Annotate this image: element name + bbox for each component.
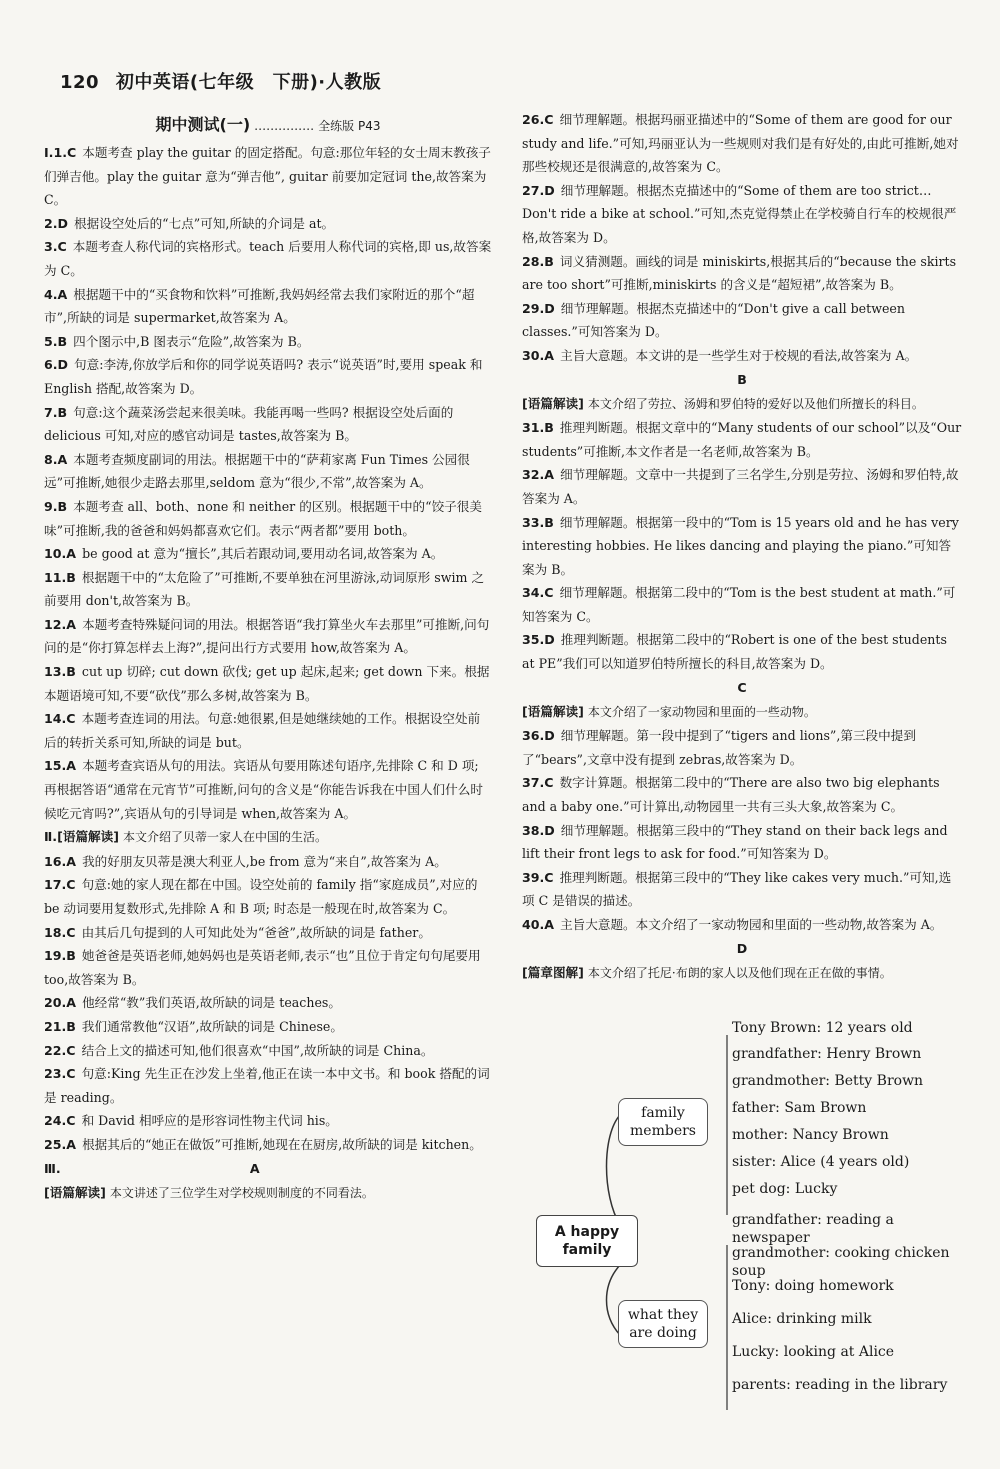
answer-item <box>522 628 962 675</box>
answer-number: 26.C <box>522 112 554 127</box>
answer-item <box>44 448 492 495</box>
section-d-tag: [篇章图解] <box>522 964 584 980</box>
answer-item <box>522 297 962 344</box>
mindmap-branch-doing: what they are doing <box>618 1300 708 1348</box>
answer-item <box>522 250 962 297</box>
answer-item <box>44 613 492 660</box>
answer-item <box>522 463 962 510</box>
mindmap-leaf: grandfather: reading a newspaper <box>732 1212 894 1246</box>
answer-number: 31.B <box>522 420 554 436</box>
answer-number: 34.C <box>522 585 554 601</box>
section-c-reading <box>522 700 962 725</box>
mindmap-root: A happy family <box>536 1215 638 1267</box>
answer-item <box>522 179 962 250</box>
family-mindmap <box>522 1015 962 1415</box>
answer-explanation: 本题考查特殊疑问词的用法。根据答语“我打算坐火车去那里”可推断,问句问的是“你打算怎样去上海?”,提问出行方式要用 how,故答案为 A。 <box>44 616 490 656</box>
answer-explanation: 主旨大意题。本文介绍了一家动物园和里面的一些动物,故答案为 A。 <box>560 917 943 932</box>
mindmap-leaf: parents: reading in the library <box>732 1377 948 1393</box>
answer-number: 21.B <box>44 1018 76 1034</box>
answer-list-3c <box>522 724 962 936</box>
answer-explanation: 本题考查 all、both、none 和 neither 的区别。根据题干中的“饺子很美味”可推断,我的爸爸和妈妈都喜欢它们。表示“两者都”要用 both。 <box>44 498 482 538</box>
answer-explanation: 四个图示中,B 图表示“危险”,故答案为 B。 <box>73 333 310 349</box>
mindmap-leaf: father: Sam Brown <box>732 1100 867 1116</box>
answer-number: 40.A <box>522 917 555 932</box>
section-3-sub: A <box>249 1160 260 1176</box>
answer-item <box>522 511 962 582</box>
answer-explanation: 细节理解题。根据第三段中的“They stand on their back legs and lift their front legs to ask for food.”可知答案为 D。 <box>522 822 948 862</box>
section-b-sub: B <box>737 371 747 387</box>
answer-explanation: 结合上文的描述可知,他们很喜欢“中国”,故所缺的词是 China。 <box>81 1042 434 1058</box>
page-header <box>60 68 381 94</box>
answer-item <box>44 283 492 330</box>
answer-explanation: 根据题干中的“买食物和饮料”可推断,我妈妈经常去我们家附近的那个“超市”,所缺的词是 supermarket,故答案为 A。 <box>44 286 475 326</box>
answer-number: 7.B <box>44 404 68 420</box>
section-3-tag: [语篇解读] <box>44 1184 106 1200</box>
section-c-tag: [语篇解读] <box>522 703 584 719</box>
mindmap-leaf: Tony: doing homework <box>732 1278 894 1294</box>
section-3-label: Ⅲ. <box>44 1160 61 1176</box>
exam-title <box>44 112 492 139</box>
answer-item <box>44 873 492 920</box>
mindmap-top-leaf: Tony Brown: 12 years old <box>732 1020 913 1036</box>
answer-list-3b <box>522 416 962 676</box>
answer-explanation: 细节理解题。根据第二段中的“Tom is the best student at math.”可知答案为 C。 <box>522 585 956 624</box>
answer-number: 27.D <box>522 182 555 198</box>
section-d-sub: D <box>736 940 748 956</box>
section-d-note: 本文介绍了托尼·布朗的家人以及他们现在正在做的事情。 <box>587 965 892 980</box>
answer-explanation: 和 David 相呼应的是形容词性物主代词 his。 <box>81 1113 338 1129</box>
answer-number: 38.D <box>522 822 555 838</box>
answer-item <box>44 921 492 945</box>
answer-explanation: 他经常“教”我们英语,故所缺的词是 teaches。 <box>82 995 341 1011</box>
answer-explanation: 根据设空处后的“七点”可知,所缺的介词是 at。 <box>74 215 335 231</box>
section-2-tag: [语篇解读] <box>57 829 119 845</box>
answer-explanation: 本题考查连词的用法。句意:她很累,但是她继续她的工作。根据设空处前后的转折关系可知,所缺的词是 but。 <box>44 711 481 750</box>
section-2-note: 本文介绍了贝蒂一家人在中国的生活。 <box>123 830 328 845</box>
answer-explanation: 数字计算题。根据第二段中的“There are also two big elephants and a baby one.”可计算出,动物园里一共有三头大象,故答案为 C。 <box>522 775 940 815</box>
exam-ref: 全练版 P43 <box>318 119 381 133</box>
answer-number: 33.B <box>522 514 554 530</box>
answer-explanation: 本题考查频度副词的用法。根据题干中的“萨莉家离 Fun Times 公园很远”可推断,她很少走路去那里,seldom 意为“很少,不常”,故答案为 A。 <box>44 451 470 491</box>
section-2-header <box>44 825 492 850</box>
answer-number: 37.C <box>522 775 554 791</box>
answer-number: 2.D <box>44 215 69 231</box>
answer-number: 19.B <box>44 948 76 964</box>
section-b-note: 本文介绍了劳拉、汤姆和罗伯特的爱好以及他们所擅长的科目。 <box>587 396 924 411</box>
answer-explanation: 细节理解题。文章中一共提到了三名学生,分别是劳拉、汤姆和罗伯特,故答案为 A。 <box>522 467 959 506</box>
answer-explanation: cut up 切碎; cut down 砍伐; get up 起床,起来; get down 下来。根据本题语境可知,不要“砍伐”那么多树,故答案为 B。 <box>44 664 490 703</box>
answer-number: 9.B <box>44 498 68 514</box>
answer-explanation: 细节理解题。第一段中提到了“tigers and lions”,第三段中提到了“bears”,文章中没有提到 zebras,故答案为 D。 <box>522 728 916 767</box>
answer-explanation: 主旨大意题。本文讲的是一些学生对于校规的看法,故答案为 A。 <box>560 347 918 363</box>
answer-item <box>44 353 492 400</box>
answer-number: 12.A <box>44 616 77 632</box>
answer-explanation: 我们通常教他“汉语”,故所缺的词是 Chinese。 <box>81 1018 343 1034</box>
mindmap-leaf: sister: Alice (4 years old) <box>732 1154 910 1170</box>
answer-explanation: 句意:King 先生正在沙发上坐着,他正在读一本中文书。和 book 搭配的词是 reading。 <box>44 1066 490 1105</box>
page-number: 120 <box>60 72 100 93</box>
answer-number: 20.A <box>44 995 77 1011</box>
answer-item <box>522 866 962 913</box>
mindmap-leaf: Lucky: looking at Alice <box>732 1344 895 1360</box>
answer-explanation: 我的好朋友贝蒂是澳大利亚人,be from 意为“来自”,故答案为 A。 <box>82 853 447 869</box>
section-c-note: 本文介绍了一家动物园和里面的一些动物。 <box>587 704 816 719</box>
book-title: 初中英语(七年级 下册)·人教版 <box>115 72 382 93</box>
answer-item <box>44 566 492 613</box>
section-3-note: 本文讲述了三位学生对学校规则制度的不同看法。 <box>109 1185 374 1200</box>
answer-item <box>44 141 492 212</box>
answer-item <box>44 1039 492 1063</box>
answer-item <box>522 581 962 628</box>
answer-explanation: 推理判断题。根据文章中的“Many students of our school”以及“Our students”可推断,本文作者是一名老师,故答案为 B。 <box>522 420 962 459</box>
answer-number: 39.C <box>522 869 554 885</box>
answer-explanation: 细节理解题。根据杰克描述中的“Some of them are too strict… Don't ride a bike at school.”可知,杰克觉得禁止在学校骑自行车的校规很严格,故答案为 D。 <box>522 182 957 245</box>
mindmap-leaf: mother: Nancy Brown <box>732 1127 889 1143</box>
answer-number: 28.B <box>522 253 554 269</box>
answer-item <box>44 944 492 991</box>
answer-item <box>522 819 962 866</box>
answer-item <box>522 771 962 818</box>
mindmap-leaf: grandmother: cooking chicken soup <box>732 1245 950 1279</box>
answer-number: 8.A <box>44 451 68 467</box>
answer-number: Ⅰ.1.C <box>44 145 77 160</box>
section-c-sub: C <box>737 679 747 695</box>
answer-number: 29.D <box>522 300 555 316</box>
answer-number: 11.B <box>44 569 76 585</box>
answer-item <box>44 330 492 354</box>
answer-explanation: 句意:李涛,你放学后和你的同学说英语吗? 表示“说英语”时,要用 speak 和 English 搭配,故答案为 D。 <box>44 357 483 396</box>
answer-number: 6.D <box>44 357 69 373</box>
answer-item <box>44 495 492 542</box>
answer-number: 3.C <box>44 239 67 255</box>
answer-explanation: 句意:这个蔬菜汤尝起来很美味。我能再喝一些吗? 根据设空处后面的 delicious 可知,对应的感官动词是 tastes,故答案为 B。 <box>44 404 454 444</box>
answer-item <box>44 707 492 754</box>
answer-item <box>44 1133 492 1157</box>
answer-explanation: 她爸爸是英语老师,她妈妈也是英语老师,表示“也”且位于肯定句句尾要用 too,故答案为 B。 <box>44 948 481 987</box>
answer-number: 17.C <box>44 877 76 893</box>
right-column <box>522 108 962 985</box>
mindmap-leaf: Alice: drinking milk <box>732 1311 872 1327</box>
answer-number: 16.A <box>44 853 77 869</box>
answer-explanation: 本题考查宾语从句的用法。宾语从句要用陈述句语序,先排除 C 和 D 项; 再根据答语“通常在元宵节”可推断,问句的含义是“你能告诉我在中国人们什么时候吃元宵吗?”,宾语从句的引导词是 when,故答案为 A。 <box>44 758 483 821</box>
answer-explanation: 细节理解题。根据第一段中的“Tom is 15 years old and he has very interesting hobbies. He likes dancing and playing the piano.”可知答案为 B。 <box>522 514 959 577</box>
answer-item <box>44 401 492 448</box>
answer-number: 5.B <box>44 333 68 349</box>
answer-item <box>44 850 492 874</box>
answer-item <box>44 991 492 1015</box>
answer-number: 36.D <box>522 728 555 744</box>
section-d-reading <box>522 961 962 986</box>
mindmap-leaf: grandfather: Henry Brown <box>732 1046 922 1062</box>
answer-item <box>522 724 962 771</box>
mindmap-branch-members: family members <box>618 1098 708 1146</box>
mindmap-leaf: pet dog: Lucky <box>732 1181 838 1197</box>
answer-item <box>44 1015 492 1039</box>
answer-number: 24.C <box>44 1113 76 1129</box>
answer-number: 15.A <box>44 758 77 774</box>
answer-item <box>522 416 962 463</box>
answer-list-3a <box>522 108 962 368</box>
answer-number: 30.A <box>522 347 555 363</box>
answer-item <box>522 108 962 179</box>
answer-explanation: 推理判断题。根据第二段中的“Robert is one of the best students at PE”我们可以知道罗伯特所擅长的科目,故答案为 D。 <box>522 632 947 672</box>
section-3-header <box>44 1157 492 1181</box>
answer-list-1 <box>44 141 492 825</box>
answer-number: 22.C <box>44 1042 76 1058</box>
section-b-tag: [语篇解读] <box>522 395 584 411</box>
answer-explanation: 本题考查 play the guitar 的固定搭配。句意:那位年轻的女士周末教孩子们弹吉他。play the guitar 意为“弹吉他”, guitar 前要加定冠词 the,故答案为 C。 <box>44 145 491 208</box>
answer-item <box>44 1062 492 1109</box>
answer-number: 23.C <box>44 1066 76 1082</box>
answer-item <box>44 1109 492 1133</box>
section-b-reading <box>522 392 962 417</box>
answer-item <box>44 660 492 707</box>
answer-explanation: 推理判断题。根据第三段中的“They like cakes very much.”可知,选项 C 是错误的描述。 <box>522 869 952 909</box>
answer-number: 35.D <box>522 632 555 648</box>
answer-explanation: 根据题干中的“太危险了”可推断,不要单独在河里游泳,动词原形 swim 之前要用 don't,故答案为 B。 <box>44 569 485 609</box>
answer-item <box>44 542 492 566</box>
answer-number: 4.A <box>44 286 68 302</box>
answer-number: 14.C <box>44 711 76 727</box>
answer-number: 10.A <box>44 546 77 562</box>
answer-explanation: 根据其后的“她正在做饭”可推断,她现在在厨房,故所缺的词是 kitchen。 <box>82 1136 482 1152</box>
answer-explanation: 由其后几句提到的人可知此处为“爸爸”,故所缺的词是 father。 <box>81 924 431 940</box>
answer-number: 32.A <box>522 467 555 483</box>
answer-explanation: 句意:她的家人现在都在中国。设空处前的 family 指“家庭成员”,对应的 be 动词要用复数形式,先排除 A 和 B 项; 时态是一般现在时,故答案为 C。 <box>44 877 478 916</box>
answer-number: 18.C <box>44 924 76 940</box>
exam-name: 期中测试(一) <box>155 115 251 134</box>
answer-item <box>522 344 962 368</box>
answer-item <box>522 913 962 937</box>
leader-dots: …………… <box>254 119 315 133</box>
answer-item <box>44 235 492 282</box>
section-3-reading <box>44 1181 492 1206</box>
answer-number: 13.B <box>44 664 76 680</box>
section-2-label: Ⅱ. <box>44 829 58 845</box>
left-column <box>44 108 492 1205</box>
answer-explanation: 细节理解题。根据杰克描述中的“Don't give a call between classes.”可知答案为 D。 <box>522 300 905 340</box>
mindmap-leaf: grandmother: Betty Brown <box>732 1073 924 1089</box>
answer-list-2 <box>44 850 492 1157</box>
answer-number: 25.A <box>44 1136 77 1152</box>
answer-item <box>44 754 492 825</box>
answer-explanation: be good at 意为“擅长”,其后若跟动词,要用动名词,故答案为 A。 <box>82 546 444 562</box>
answer-item <box>44 212 492 236</box>
answer-explanation: 词义猜测题。画线的词是 miniskirts,根据其后的“because the skirts are too short”可推断,miniskirts 的含义是“超短裙”,故答案为 B。 <box>522 253 957 293</box>
answer-explanation: 本题考查人称代词的宾格形式。teach 后要用人称代词的宾格,即 us,故答案为 C。 <box>44 239 492 278</box>
answer-explanation: 细节理解题。根据玛丽亚描述中的“Some of them are good for our study and life.”可知,玛丽亚认为一些规则对我们是有好处的,由此可推断,她对那些校规还是很满意的,故答案为 C。 <box>522 112 959 175</box>
